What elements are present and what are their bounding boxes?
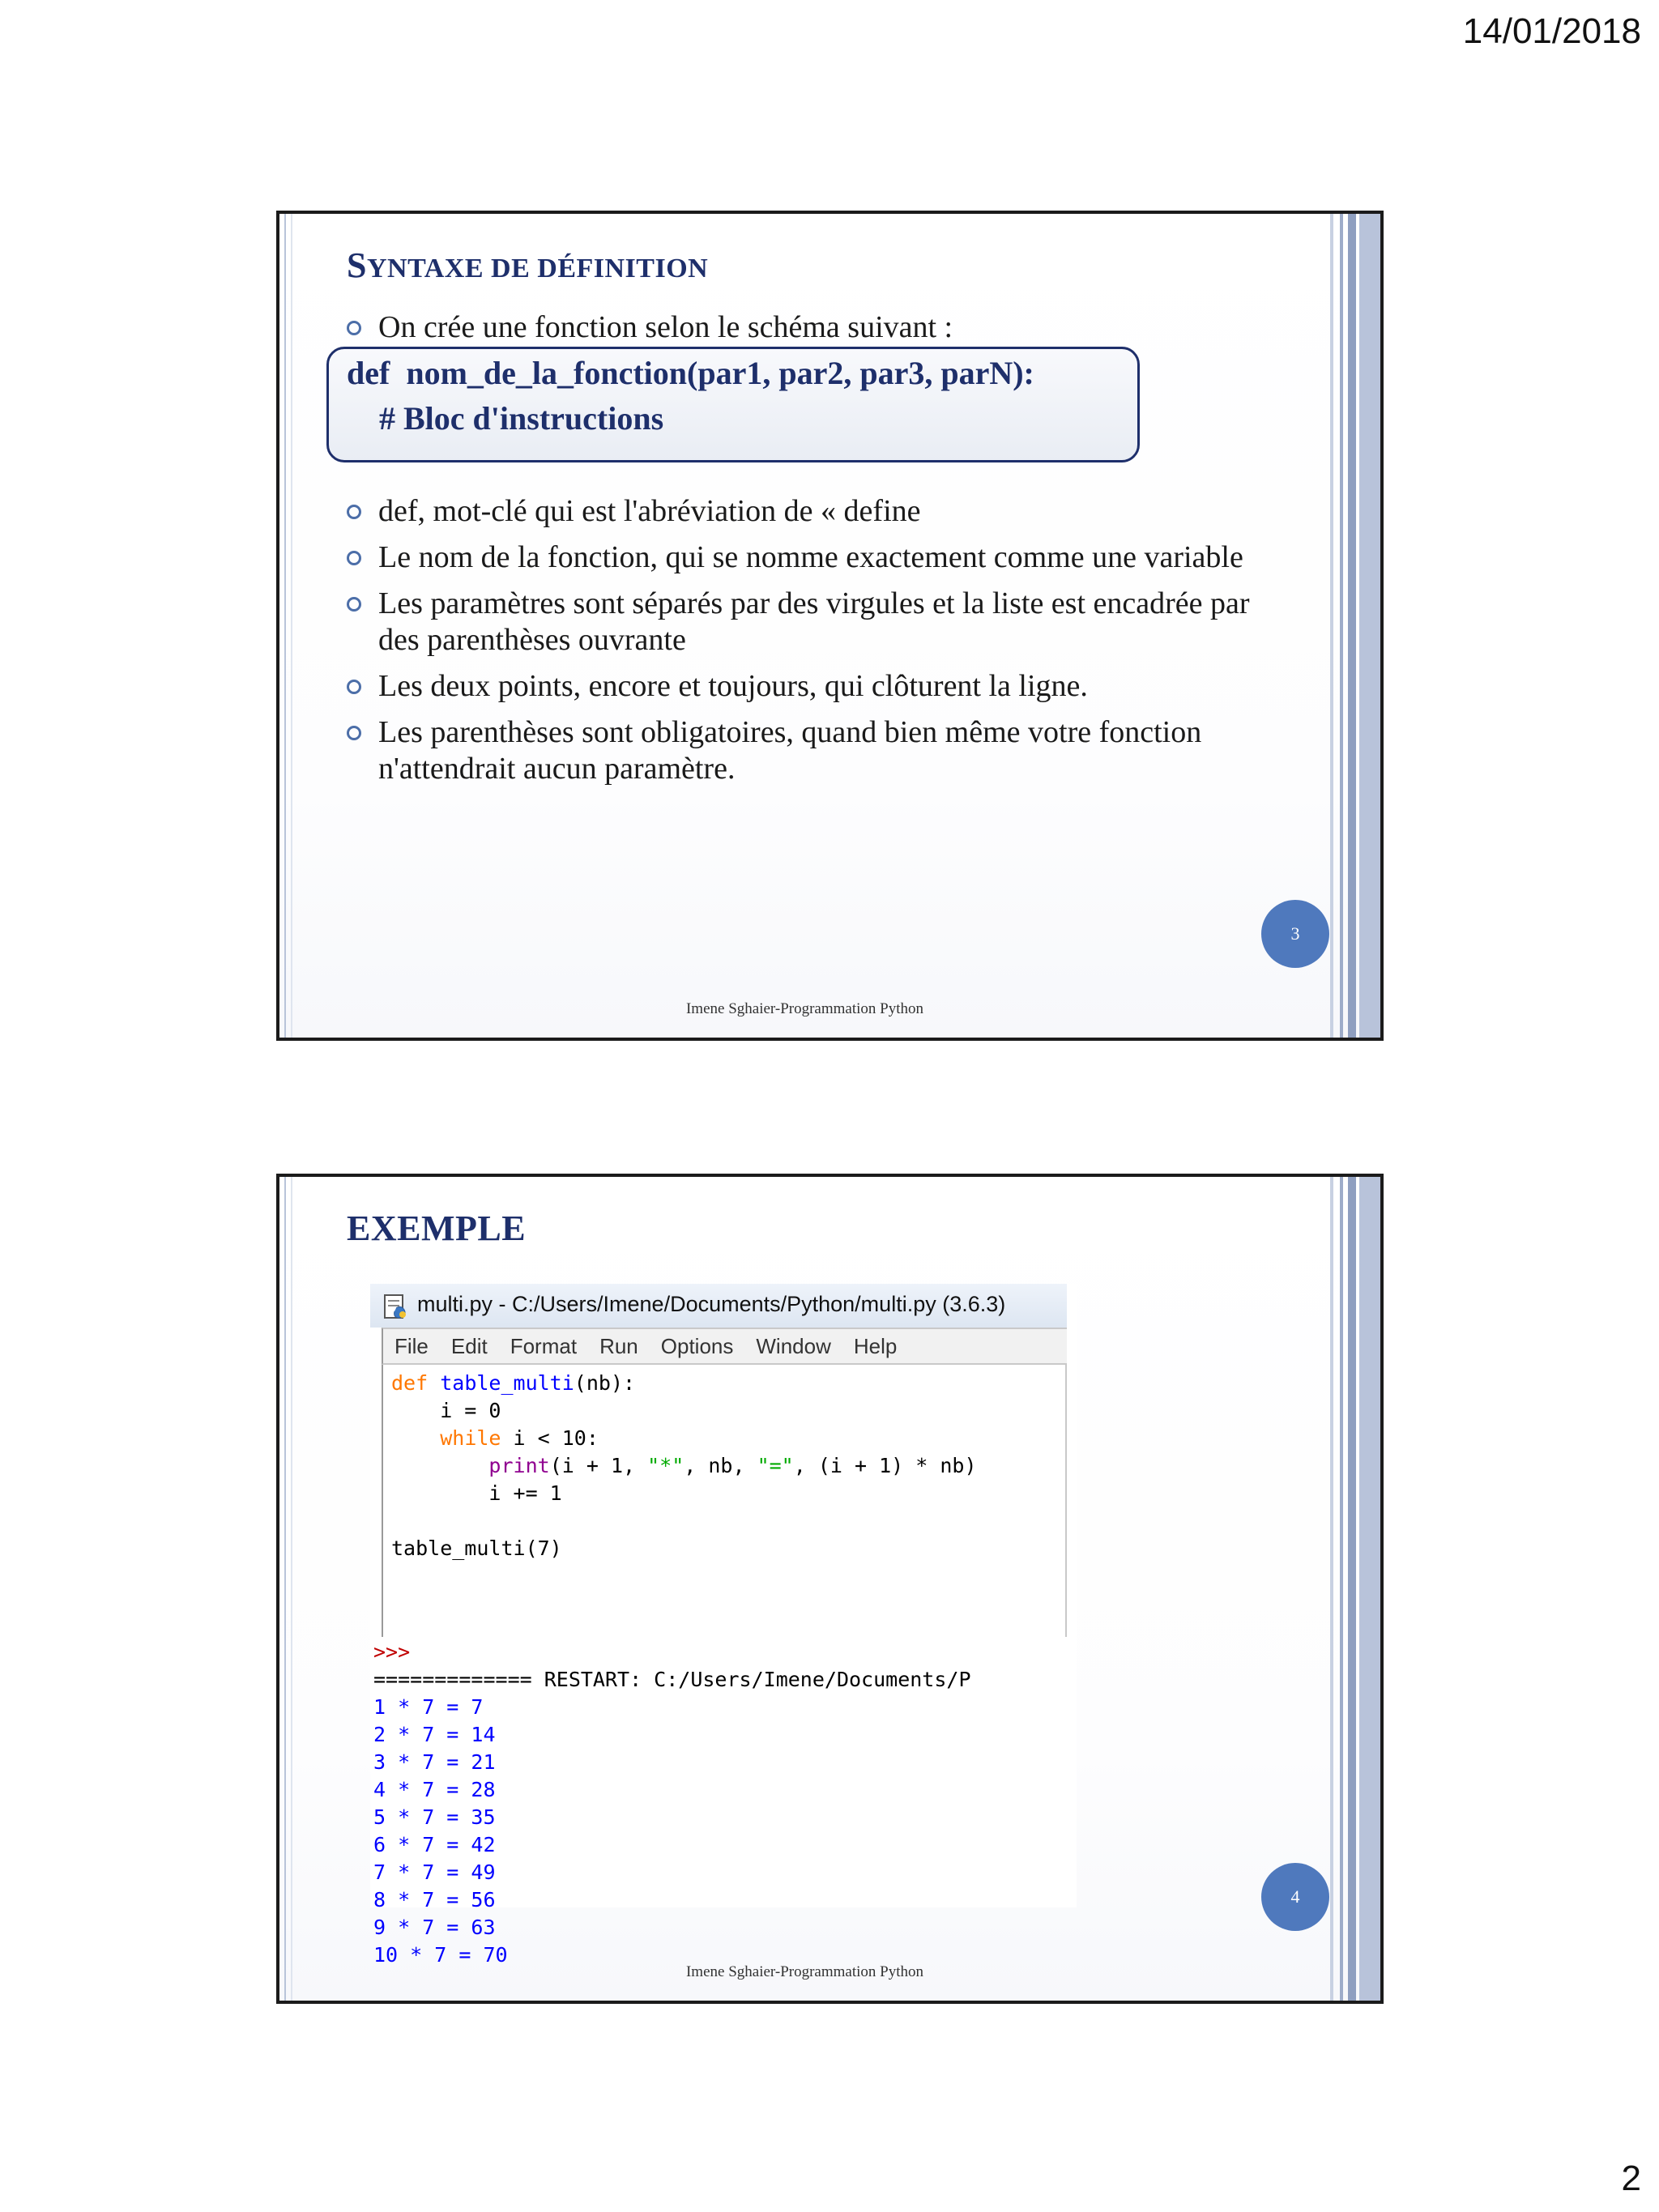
bullet-ring-icon [347, 597, 361, 612]
window-title: multi.py - C:/Users/Imene/Documents/Python/multi.py (3.6.3) [417, 1292, 1006, 1316]
bullet-ring-icon [347, 505, 361, 519]
slide-number-badge: 3 [1261, 900, 1329, 968]
menu-window: Window [756, 1333, 831, 1358]
header-date: 14/01/2018 [1462, 11, 1641, 51]
menu-file: File [394, 1333, 429, 1358]
bullet-ring-icon [347, 321, 361, 335]
right-stripe-decoration [1330, 1177, 1380, 2001]
list-item: def, mot-clé qui est l'abréviation de « define [347, 493, 1262, 530]
slide-title: SYNTAXE DE DÉFINITION [347, 245, 709, 285]
syntax-line-1: def nom_de_la_fonction(par1, par2, par3, parN): [347, 355, 1034, 391]
page-number: 2 [1621, 2159, 1641, 2198]
slide-3 [276, 211, 1384, 1041]
output-line: 2 * 7 = 14 [373, 1723, 496, 1746]
menu-options: Options [660, 1333, 734, 1358]
output-line: 10 * 7 = 70 [373, 1943, 508, 1967]
list-item: Le nom de la fonction, qui se nomme exactement comme une variable [347, 539, 1262, 576]
window-titlebar [370, 1284, 1067, 1328]
output-line: 6 * 7 = 42 [373, 1833, 496, 1856]
code-editor [382, 1365, 1067, 1637]
bullet-list [347, 493, 1262, 797]
shell-prompt: >>> [373, 1640, 411, 1664]
syntax-line-2: # Bloc d'instructions [347, 400, 664, 437]
python-file-icon [382, 1294, 411, 1321]
restart-line: ============= RESTART: C:/Users/Imene/Documents/P [373, 1668, 971, 1691]
bullet-ring-icon [347, 726, 361, 740]
list-item: Les parenthèses sont obligatoires, quand bien même votre fonction n'attendrait aucun paramètre. [347, 714, 1262, 787]
shell-output [373, 1639, 971, 1969]
menu-bar [382, 1328, 1067, 1365]
output-line: 5 * 7 = 35 [373, 1805, 496, 1829]
bullet-ring-icon [347, 680, 361, 694]
output-line: 8 * 7 = 56 [373, 1888, 496, 1912]
idle-screenshot [370, 1284, 1077, 1967]
slide-footer: Imene Sghaier-Programmation Python [685, 1963, 923, 1980]
slide-number-badge: 4 [1261, 1863, 1329, 1931]
menu-edit: Edit [450, 1333, 488, 1358]
list-item: On crée une fonction selon le schéma suivant : [347, 309, 953, 346]
output-line: 3 * 7 = 21 [373, 1750, 496, 1774]
bullet-ring-icon [347, 551, 361, 565]
output-line: 7 * 7 = 49 [373, 1860, 496, 1884]
list-item: Les deux points, encore et toujours, qui clôturent la ligne. [347, 668, 1262, 705]
menu-format: Format [510, 1333, 578, 1358]
code-listing: def table_multi(nb): i = 0 while i < 10: print(i + 1, "*", nb, "=", (i + 1) * nb) i += 1 table_multi(7) [391, 1371, 977, 1560]
syntax-box [326, 347, 1140, 462]
menu-run: Run [599, 1333, 638, 1358]
right-stripe-decoration [1330, 214, 1380, 1038]
slide-title: EXEMPLE [347, 1208, 527, 1248]
left-border-decoration [284, 1177, 292, 2001]
slide-4 [276, 1174, 1384, 2004]
output-line: 9 * 7 = 63 [373, 1916, 496, 1939]
left-border-decoration [284, 214, 292, 1038]
output-line: 4 * 7 = 28 [373, 1778, 496, 1801]
slide-footer: Imene Sghaier-Programmation Python [685, 1000, 923, 1017]
menu-help: Help [853, 1333, 898, 1358]
list-item: Les paramètres sont séparés par des virgules et la liste est encadrée par des parenthèses ouvrante [347, 586, 1262, 658]
output-line: 1 * 7 = 7 [373, 1695, 484, 1719]
